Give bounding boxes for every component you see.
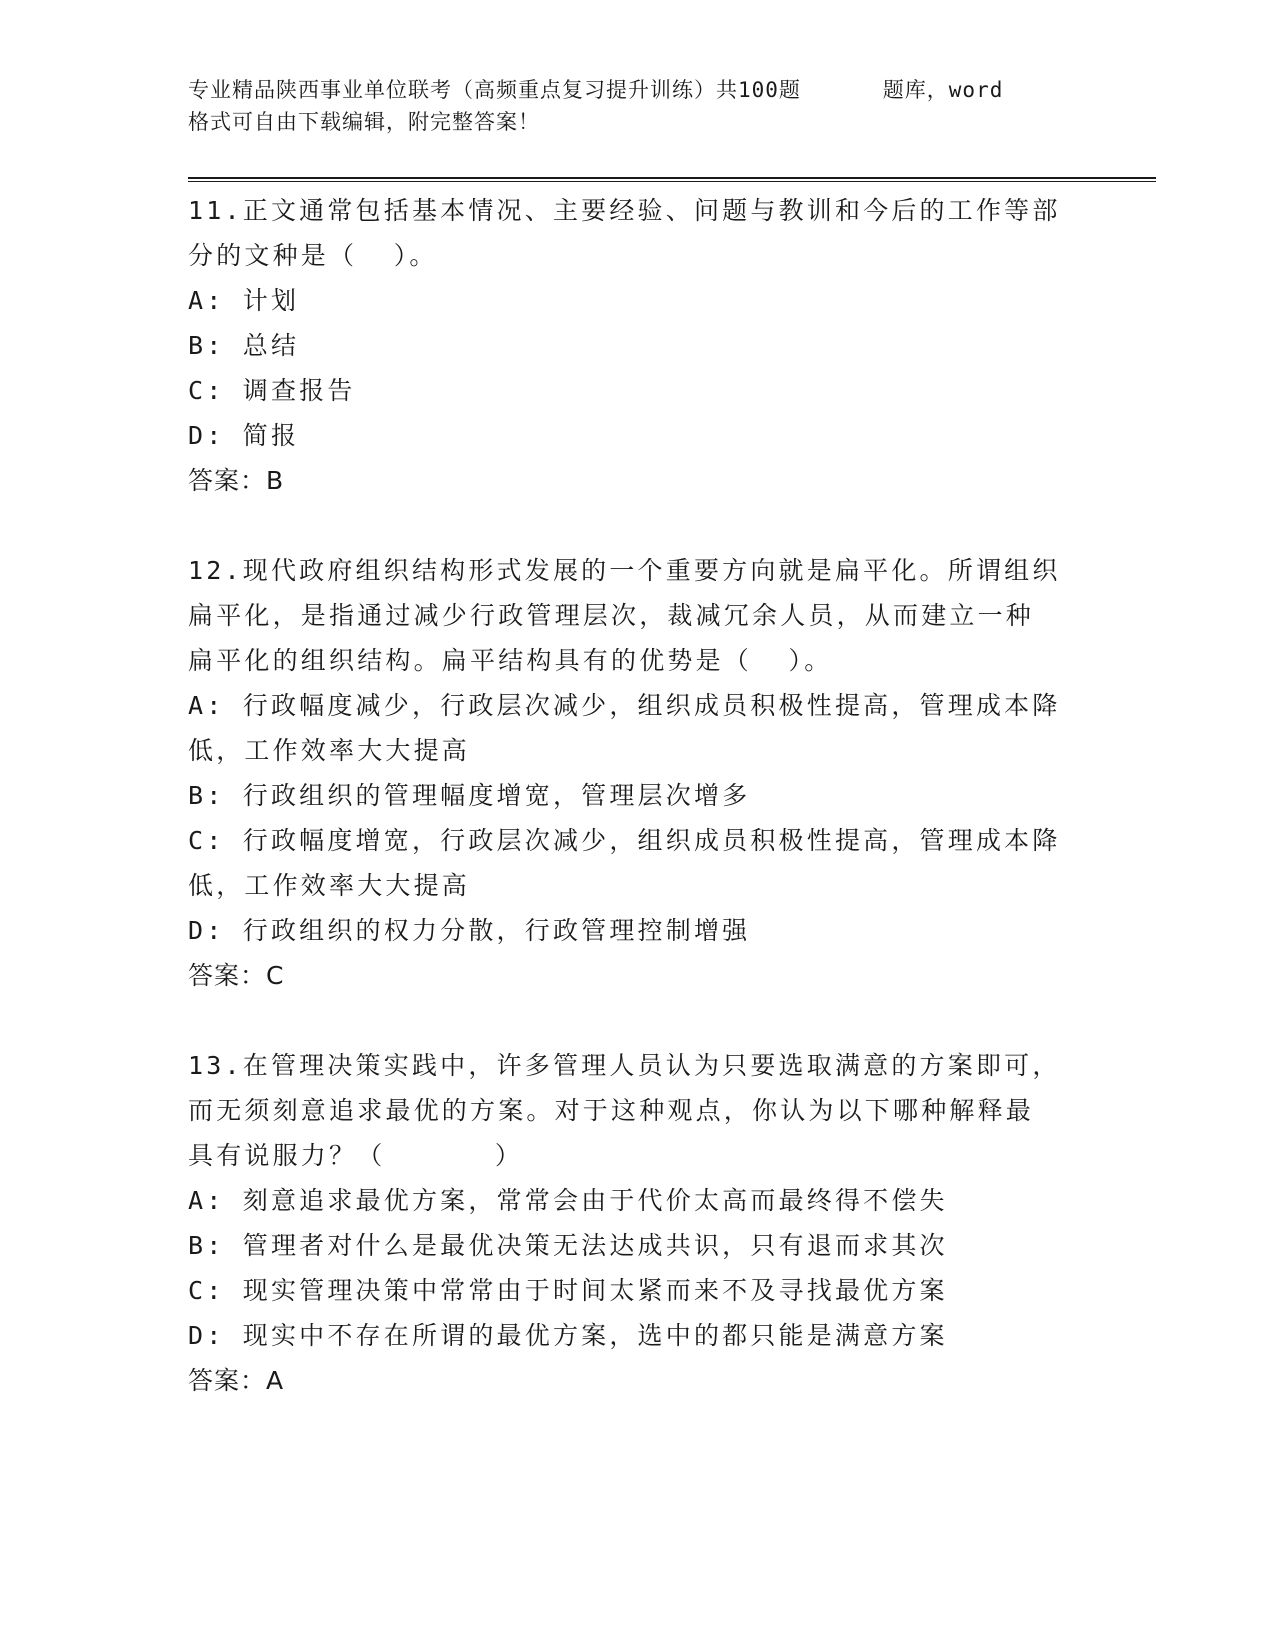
answer: 答案：B	[188, 466, 285, 495]
question-stem-line: 13.在管理决策实践中，许多管理人员认为只要选取满意的方案即可，	[188, 1051, 1061, 1080]
question-12	[188, 548, 1088, 998]
option-b: B: 行政组织的管理幅度增宽，管理层次增多	[188, 781, 751, 810]
option-a: A: 行政幅度减少，行政层次减少，组织成员积极性提高，管理成本降	[188, 691, 1061, 720]
question-stem-line: 11.正文通常包括基本情况、主要经验、问题与教训和今后的工作等部	[188, 196, 1061, 225]
question-stem-line: 具有说服力？（ ）	[188, 1141, 524, 1170]
header-title-line-2: 格式可自由下载编辑，附完整答案！	[188, 110, 540, 134]
question-stem-line: 扁平化的组织结构。扁平结构具有的优势是（ ）。	[188, 646, 833, 675]
option-d: D: 行政组织的权力分散，行政管理控制增强	[188, 916, 751, 945]
option-c: C: 调查报告	[188, 376, 356, 405]
option-b: B: 管理者对什么是最优决策无法达成共识，只有退而求其次	[188, 1231, 948, 1260]
option-c: C: 行政幅度增宽，行政层次减少，组织成员积极性提高，管理成本降	[188, 826, 1061, 855]
option-d: D: 简报	[188, 421, 300, 450]
option-a: A: 刻意追求最优方案，常常会由于代价太高而最终得不偿失	[188, 1186, 948, 1215]
question-stem-line: 12.现代政府组织结构形式发展的一个重要方向就是扁平化。所谓组织	[188, 556, 1061, 585]
document-header	[188, 74, 1088, 138]
option-a-continued: 低，工作效率大大提高	[188, 736, 471, 765]
question-stem-line: 而无须刻意追求最优的方案。对于这种观点，你认为以下哪种解释最	[188, 1096, 1035, 1125]
header-title-line-1: 专业精品陕西事业单位联考（高频重点复习提升训练）共100题 题库，word	[188, 78, 1004, 102]
answer: 答案：C	[188, 961, 285, 990]
answer: 答案：A	[188, 1366, 285, 1395]
option-c: C: 现实管理决策中常常由于时间太紧而来不及寻找最优方案	[188, 1276, 948, 1305]
option-b: B: 总结	[188, 331, 300, 360]
question-13	[188, 1043, 1088, 1403]
header-divider	[188, 177, 1156, 179]
option-c-continued: 低，工作效率大大提高	[188, 871, 471, 900]
option-a: A: 计划	[188, 286, 300, 315]
question-stem-line: 分的文种是（ ）。	[188, 241, 438, 270]
question-11	[188, 188, 1088, 503]
question-stem-line: 扁平化，是指通过减少行政管理层次，裁减冗余人员，从而建立一种	[188, 601, 1035, 630]
question-list	[188, 188, 1088, 1448]
option-d: D: 现实中不存在所谓的最优方案，选中的都只能是满意方案	[188, 1321, 948, 1350]
header-divider-thin	[188, 181, 1156, 182]
